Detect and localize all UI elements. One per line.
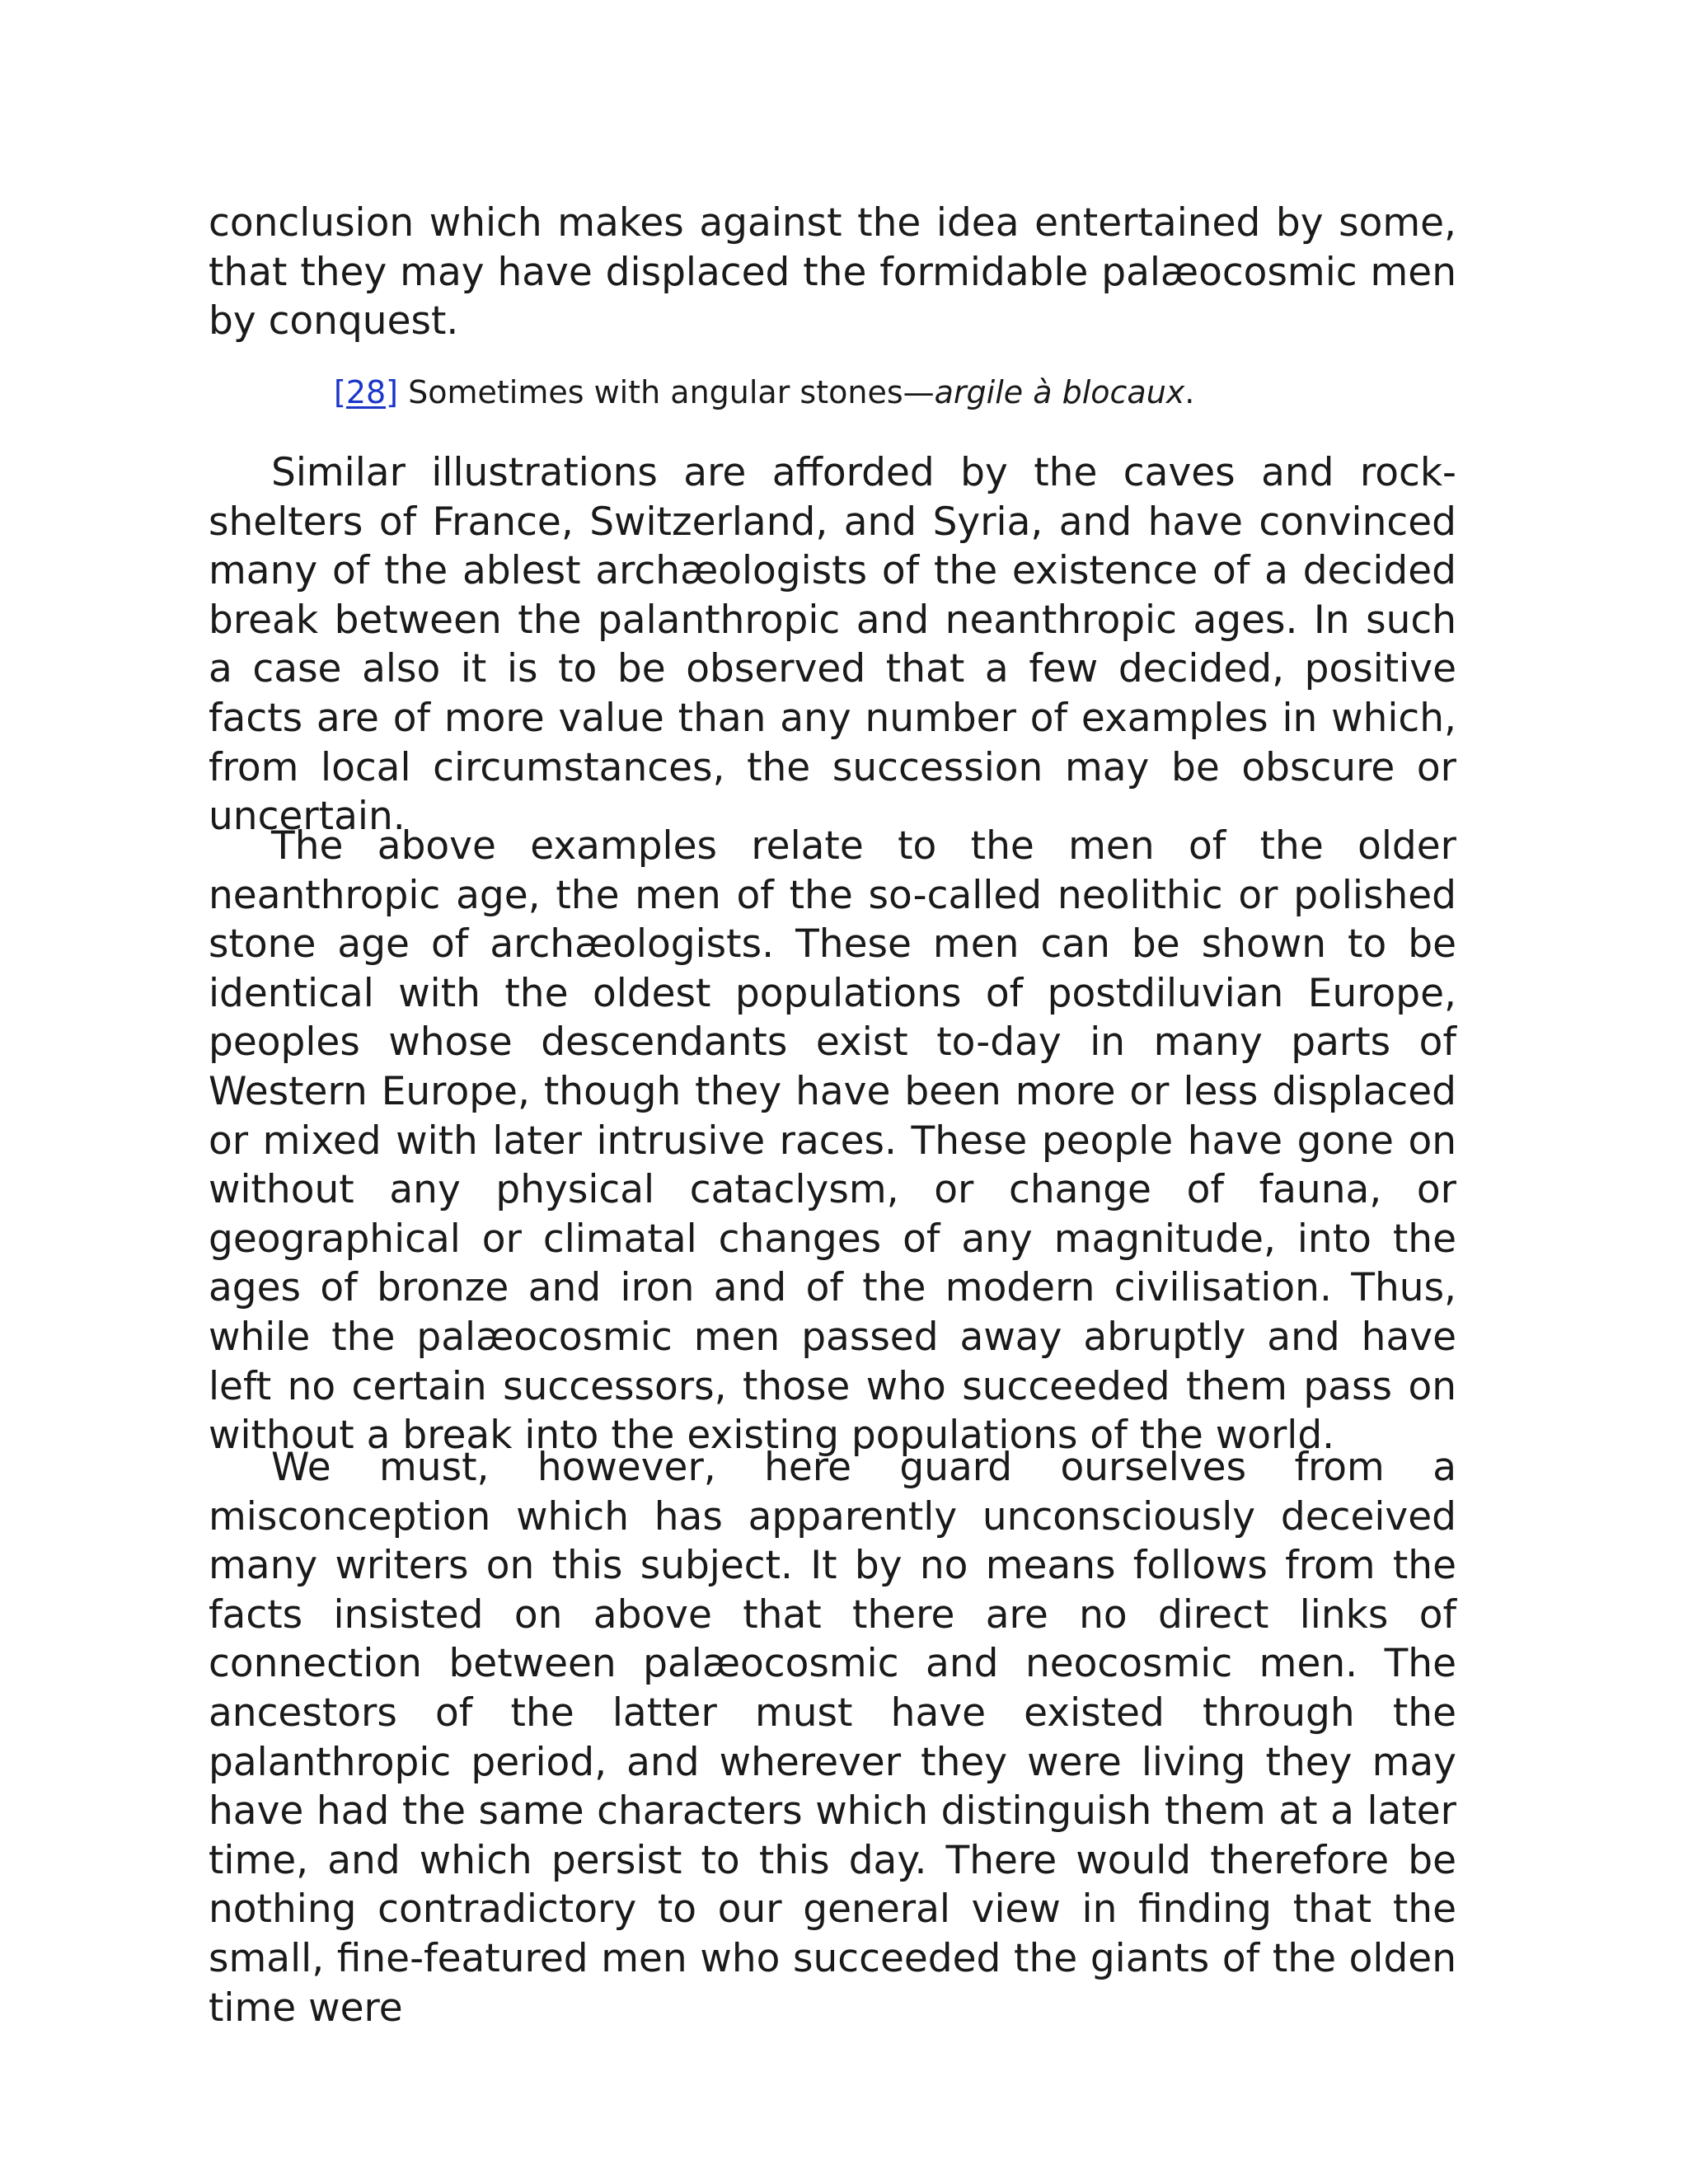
footnote-italic-text: argile à blocaux <box>934 374 1185 410</box>
paragraph-block-2 <box>209 822 1456 1460</box>
paragraph-block-0 <box>209 199 1456 346</box>
footnote <box>334 373 1456 412</box>
footnote-link-28[interactable]: [28] <box>334 374 399 410</box>
paragraph-continuation: conclusion which makes against the idea entertained by some, that they may have displaced the formidable palæocosmic men by conquest. <box>209 200 1456 344</box>
paragraph-block-3 <box>209 1443 1456 2032</box>
footnote-trailing-period: . <box>1184 374 1195 410</box>
paragraph-above-examples: The above examples relate to the men of the older neanthropic age, the men of the so-called neolithic or polished stone age of archæologists. These men can be shown to be identical with the oldest populations of postdiluvian Europe, peoples whose descendants exist to-day in many parts of Western Europe, though they have been more or less displaced or mixed with later intrusive races. These people have gone on without any physical cataclysm, or change of fauna, or geographical or climatal changes of any magnitude, into the ages of bronze and iron and of the modern civilisation. Thus, while the palæocosmic men passed away abruptly and have left no certain successors, those who succeeded them pass on without a break into the existing populations of the world. <box>209 823 1456 1459</box>
paragraph-block-1 <box>209 448 1456 841</box>
footnote-text: Sometimes with angular stones— <box>398 374 935 410</box>
paragraph-misconception: We must, however, here guard ourselves from a misconception which has apparently unconsciously deceived many writers on this subject. It by no means follows from the facts insisted on above that there are no direct links of connection between palæocosmic and neocosmic men. The ancestors of the latter must have existed through the palanthropic period, and wherever they were living they may have had the same characters which distinguish them at a later time, and which persist to this day. There would therefore be nothing contradictory to our general view in finding that the small, fine-featured men who succeeded the giants of the olden time were <box>209 1445 1456 2031</box>
paragraph-similar-illustrations: Similar illustrations are afforded by the caves and rock-shelters of France, Switzerland, and Syria, and have convinced many of the ablest archæologists of the existence of a decided break between the palanthropic and neanthropic ages. In such a case also it is to be observed that a few decided, positive facts are of more value than any number of examples in which, from local circumstances, the succession may be obscure or uncertain. <box>209 450 1456 840</box>
